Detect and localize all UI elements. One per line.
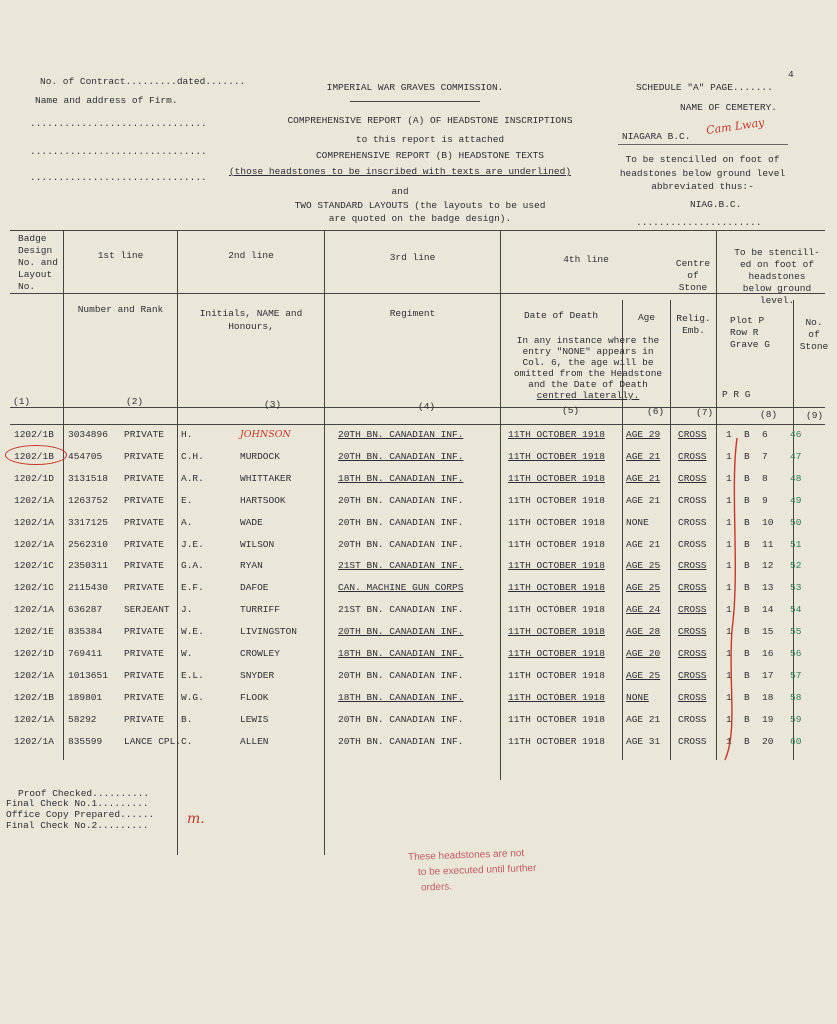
regiment-cell: 18TH BN. CANADIAN INF. — [338, 472, 464, 484]
regiment-cell: 18TH BN. CANADIAN INF. — [338, 691, 464, 703]
regiment-cell: 21ST BN. CANADIAN INF. — [338, 560, 464, 572]
plot-cell: 1 — [726, 691, 732, 703]
date-cell: 11TH OCTOBER 1918 — [508, 713, 605, 725]
rank-cell: SERJEANT — [124, 604, 170, 616]
plot-header: Plot P Row R Grave G — [730, 315, 770, 350]
name-cell: WHITTAKER — [240, 472, 292, 484]
stone-cell: 51 — [790, 538, 802, 550]
plot-cell: 1 — [726, 582, 732, 594]
and-text: and — [391, 186, 409, 197]
stamp-line-1: These headstones are not — [407, 847, 525, 864]
relig-cell: CROSS — [678, 560, 707, 572]
age-cell: AGE 31 — [626, 735, 661, 747]
title-rule — [350, 101, 480, 102]
relig-cell: CROSS — [678, 713, 707, 725]
stone-cell: 55 — [790, 626, 802, 638]
grave-cell: 18 — [762, 691, 774, 703]
row-cell: B — [744, 494, 750, 506]
initials-cell: A.R. — [181, 472, 204, 484]
rank-cell: PRIVATE — [124, 582, 164, 594]
commission-title: IMPERIAL WAR GRAVES COMMISSION. — [326, 82, 504, 93]
date-cell: 11TH OCTOBER 1918 — [508, 735, 605, 747]
badge-cell: 1202/1B — [14, 691, 54, 703]
badge-cell: 1202/1C — [14, 582, 54, 594]
number-cell: 58292 — [68, 713, 97, 725]
stone-header: No. of Stone — [799, 317, 829, 352]
schedule-label: SCHEDULE "A" PAGE....... — [636, 82, 773, 93]
proof-checked: Proof Checked.......... — [18, 788, 150, 799]
number-cell: 3317125 — [68, 516, 108, 528]
stone-cell: 50 — [790, 516, 802, 528]
relig-cell: CROSS — [678, 472, 707, 484]
badge-cell: 1202/1E — [14, 626, 54, 638]
cemetery-name: NIAGARA B.C. — [622, 131, 691, 142]
table-body-rule — [10, 424, 825, 425]
row-cell: B — [744, 582, 750, 594]
number-cell: 769411 — [68, 648, 103, 659]
stencil-note-2: headstones below ground level — [619, 168, 786, 179]
stone-cell: 54 — [790, 604, 802, 616]
badge-cell: 1202/1A — [14, 494, 54, 506]
badge-cell: 1202/1A — [14, 538, 54, 550]
initials-cell: A. — [181, 516, 193, 528]
grave-cell: 13 — [762, 582, 774, 594]
date-cell: 11TH OCTOBER 1918 — [508, 626, 605, 638]
initials-cell: B. — [181, 713, 193, 725]
plot-cell: 1 — [726, 669, 732, 681]
rank-cell: PRIVATE — [124, 516, 164, 528]
none-age-note: In any instance where the entry "NONE" appears in Col. 6, the age will be omitted from the Headstone and the Date of Death centred laterally. — [513, 335, 663, 401]
name-cell: JOHNSON — [240, 429, 291, 440]
name-cell: SNYDER — [240, 669, 275, 681]
age-cell: AGE 25 — [626, 669, 661, 681]
rank-cell: PRIVATE — [124, 626, 164, 638]
initials-cell: E.L. — [181, 669, 204, 681]
row-cell: B — [744, 713, 750, 725]
row-cell: B — [744, 669, 750, 681]
col-num-5: (5) — [562, 405, 580, 416]
regiment-cell: 20TH BN. CANADIAN INF. — [338, 516, 464, 528]
stone-cell: 60 — [790, 735, 802, 747]
col-num-8: (8) — [760, 409, 778, 420]
age-cell: AGE 24 — [626, 604, 661, 616]
age-header: Age — [637, 312, 656, 323]
regiment-cell: CAN. MACHINE GUN CORPS — [338, 582, 464, 594]
col-num-9: (9) — [806, 410, 824, 421]
abbreviation: NIAG.B.C. — [690, 199, 742, 210]
second-line-header: 2nd line — [228, 250, 274, 261]
rank-cell: PRIVATE — [124, 472, 164, 484]
name-cell: LEWIS — [240, 713, 269, 725]
rank-cell: LANCE CPL. — [124, 735, 182, 747]
relig-cell: CROSS — [678, 429, 707, 440]
contract-line: No. of Contract.........dated....... — [40, 76, 246, 87]
rank-cell: PRIVATE — [124, 713, 164, 725]
plot-cell: 1 — [726, 604, 732, 616]
handwritten-cemetery: Cam Lway — [705, 115, 766, 138]
third-line-header: 3rd line — [389, 252, 436, 263]
age-cell: AGE 21 — [626, 494, 661, 506]
age-cell: AGE 21 — [626, 450, 661, 462]
badge-cell: 1202/1A — [14, 669, 54, 681]
relig-cell: CROSS — [678, 516, 707, 528]
report-b: COMPREHENSIVE REPORT (B) HEADSTONE TEXTS — [315, 150, 545, 161]
col-num-2: (2) — [126, 396, 144, 407]
report-a: COMPREHENSIVE REPORT (A) OF HEADSTONE INSCRIPTIONS — [287, 115, 573, 126]
rank-cell: PRIVATE — [124, 669, 164, 681]
number-cell: 1263752 — [68, 494, 108, 506]
initials-cell: C.H. — [181, 450, 204, 462]
rank-cell: PRIVATE — [124, 450, 164, 462]
initials-cell: H. — [181, 429, 193, 440]
relig-cell: CROSS — [678, 735, 707, 747]
regiment-cell: 20TH BN. CANADIAN INF. — [338, 450, 464, 462]
stone-cell: 48 — [790, 472, 802, 484]
firm-label: Name and address of Firm. — [35, 95, 178, 106]
underlined-note: (those headstones to be inscribed with texts are underlined) — [228, 166, 572, 177]
badge-header: Badge Design No. and Layout No. — [18, 233, 58, 292]
firm-dots-3: ............................... — [30, 172, 207, 183]
office-copy: Office Copy Prepared...... — [6, 809, 155, 820]
name-cell: WILSON — [240, 538, 275, 550]
badge-circle-annotation — [5, 445, 67, 465]
stone-cell: 59 — [790, 713, 802, 725]
grave-cell: 15 — [762, 626, 774, 638]
initials-cell: W. — [181, 648, 193, 659]
age-cell: AGE 25 — [626, 582, 661, 594]
stone-cell: 49 — [790, 494, 802, 506]
firm-dots-2: ............................... — [30, 146, 207, 157]
grave-cell: 10 — [762, 516, 774, 528]
col-num-3: (3) — [264, 399, 282, 410]
report-attached: to this report is attached — [355, 134, 505, 145]
row-cell: B — [744, 429, 750, 440]
stencil-note-1: To be stencilled on foot of — [625, 154, 780, 165]
regiment-cell: 20TH BN. CANADIAN INF. — [338, 494, 464, 506]
initials-cell: C. — [181, 735, 193, 747]
initials-header: Initials, NAME and Honours, — [199, 308, 303, 332]
red-bracket-annotation — [710, 430, 770, 770]
plot-cell: 1 — [726, 626, 732, 638]
rank-cell: PRIVATE — [124, 560, 164, 572]
stone-cell: 46 — [790, 429, 802, 440]
relig-cell: CROSS — [678, 648, 707, 659]
final-check-1: Final Check No.1......... — [6, 798, 149, 809]
age-cell: NONE — [626, 691, 649, 703]
stone-cell: 47 — [790, 450, 802, 462]
date-cell: 11TH OCTOBER 1918 — [508, 669, 605, 681]
grave-cell: 19 — [762, 713, 774, 725]
cemetery-rule — [618, 144, 788, 145]
name-cell: LIVINGSTON — [240, 626, 298, 638]
badge-cell: 1202/1A — [14, 735, 54, 747]
layouts-line-2: are quoted on the badge design). — [328, 213, 512, 224]
name-cell: FLOOK — [240, 691, 269, 703]
row-cell: B — [744, 604, 750, 616]
age-cell: AGE 25 — [626, 560, 661, 572]
age-cell: AGE 20 — [626, 648, 661, 659]
name-cell: ALLEN — [240, 735, 269, 747]
badge-cell: 1202/1B — [14, 450, 54, 462]
number-cell: 636287 — [68, 604, 103, 616]
name-cell: TURRIFF — [240, 604, 280, 616]
regiment-cell: 20TH BN. CANADIAN INF. — [338, 429, 464, 440]
plot-cell: 1 — [726, 538, 732, 550]
plot-cell: 1 — [726, 450, 732, 462]
number-cell: 3034896 — [68, 429, 108, 440]
relig-cell: CROSS — [678, 494, 707, 506]
age-cell: AGE 21 — [626, 538, 661, 550]
regiment-cell: 20TH BN. CANADIAN INF. — [338, 538, 464, 550]
row-cell: B — [744, 560, 750, 572]
number-cell: 3131518 — [68, 472, 108, 484]
name-cell: CROWLEY — [240, 648, 280, 659]
row-cell: B — [744, 648, 750, 659]
age-cell: NONE — [626, 516, 649, 528]
prg-label: P R G — [722, 389, 751, 400]
date-cell: 11TH OCTOBER 1918 — [508, 538, 605, 550]
date-cell: 11TH OCTOBER 1918 — [508, 450, 605, 462]
badge-cell: 1202/1D — [14, 648, 54, 659]
plot-cell: 1 — [726, 494, 732, 506]
number-cell: 189801 — [68, 691, 103, 703]
stone-cell: 53 — [790, 582, 802, 594]
row-cell: B — [744, 691, 750, 703]
relig-header: Relig. Emb. — [676, 313, 711, 336]
initials-cell: E. — [181, 494, 193, 506]
rank-cell: PRIVATE — [124, 494, 164, 506]
row-cell: B — [744, 735, 750, 747]
row-cell: B — [744, 450, 750, 462]
badge-cell: 1202/1C — [14, 560, 54, 572]
col-num-1: (1) — [13, 396, 31, 407]
grave-cell: 17 — [762, 669, 774, 681]
plot-cell: 1 — [726, 735, 732, 747]
cemetery-label: NAME OF CEMETERY. — [680, 102, 777, 113]
stamp-line-2: to be executed until further — [417, 862, 537, 879]
initial-mark: m. — [187, 811, 205, 827]
grave-cell: 9 — [762, 494, 768, 506]
row-cell: B — [744, 538, 750, 550]
name-cell: HARTSOOK — [240, 494, 286, 506]
regiment-cell: 20TH BN. CANADIAN INF. — [338, 669, 464, 681]
date-cell: 11TH OCTOBER 1918 — [508, 582, 605, 594]
badge-cell: 1202/1A — [14, 604, 54, 616]
stencil-note-3: abbreviated thus:- — [651, 181, 754, 192]
stone-cell: 58 — [790, 691, 802, 703]
initials-cell: G.A. — [181, 560, 204, 572]
grave-cell: 12 — [762, 560, 774, 572]
centre-header: Centre of Stone — [675, 258, 711, 293]
row-cell: B — [744, 626, 750, 638]
plot-cell: 1 — [726, 429, 732, 440]
col-num-7: (7) — [696, 407, 714, 418]
grave-cell: 16 — [762, 648, 774, 659]
relig-cell: CROSS — [678, 604, 707, 616]
initials-cell: W.E. — [181, 626, 204, 638]
plot-cell: 1 — [726, 472, 732, 484]
grave-cell: 7 — [762, 450, 768, 462]
grave-cell: 14 — [762, 604, 774, 616]
abbreviation-dots: ...................... — [636, 217, 762, 228]
relig-cell: CROSS — [678, 582, 707, 594]
initials-cell: E.F. — [181, 582, 204, 594]
rank-cell: PRIVATE — [124, 691, 164, 703]
number-rank-header: Number and Rank — [77, 304, 164, 315]
age-cell: AGE 29 — [626, 429, 661, 440]
number-cell: 2350311 — [68, 560, 108, 572]
row-cell: B — [744, 516, 750, 528]
plot-cell: 1 — [726, 560, 732, 572]
plot-cell: 1 — [726, 648, 732, 659]
number-cell: 2562310 — [68, 538, 108, 550]
rank-cell: PRIVATE — [124, 648, 164, 659]
col-num-4: (4) — [418, 401, 436, 412]
grave-cell: 8 — [762, 472, 768, 484]
number-cell: 835599 — [68, 735, 103, 747]
regiment-cell: 20TH BN. CANADIAN INF. — [338, 735, 464, 747]
layouts-line-1: TWO STANDARD LAYOUTS (the layouts to be used — [294, 200, 546, 211]
plot-cell: 1 — [726, 516, 732, 528]
grave-cell: 20 — [762, 735, 774, 747]
page-number: 4 — [788, 69, 794, 80]
stone-cell: 52 — [790, 560, 802, 572]
number-cell: 835384 — [68, 626, 103, 638]
stamp-line-3: orders. — [420, 881, 453, 894]
grave-cell: 11 — [762, 538, 774, 550]
regiment-cell: 20TH BN. CANADIAN INF. — [338, 626, 464, 638]
plot-cell: 1 — [726, 713, 732, 725]
date-cell: 11TH OCTOBER 1918 — [508, 648, 605, 659]
initials-cell: J.E. — [181, 538, 204, 550]
date-cell: 11TH OCTOBER 1918 — [508, 691, 605, 703]
initials-cell: J. — [181, 604, 193, 616]
date-cell: 11TH OCTOBER 1918 — [508, 560, 605, 572]
regiment-cell: 21ST BN. CANADIAN INF. — [338, 604, 464, 616]
fourth-line-header: 4th line — [563, 254, 609, 265]
relig-cell: CROSS — [678, 538, 707, 550]
relig-cell: CROSS — [678, 691, 707, 703]
date-cell: 11TH OCTOBER 1918 — [508, 494, 605, 506]
date-of-death-header: Date of Death — [523, 310, 599, 321]
stone-cell: 57 — [790, 669, 802, 681]
badge-cell: 1202/1D — [14, 472, 54, 484]
name-cell: MURDOCK — [240, 450, 280, 462]
number-cell: 1013651 — [68, 669, 108, 681]
final-check-2: Final Check No.2......... — [6, 820, 149, 831]
regiment-header: Regiment — [389, 308, 436, 319]
relig-cell: CROSS — [678, 626, 707, 638]
name-cell: WADE — [240, 516, 263, 528]
rank-cell: PRIVATE — [124, 538, 164, 550]
relig-cell: CROSS — [678, 669, 707, 681]
name-cell: DAFOE — [240, 582, 269, 594]
row-cell: B — [744, 472, 750, 484]
firm-dots-1: ............................... — [30, 118, 207, 129]
initials-cell: W.G. — [181, 691, 204, 703]
col-num-6: (6) — [647, 406, 665, 417]
date-cell: 11TH OCTOBER 1918 — [508, 516, 605, 528]
stencil-header: To be stencill- ed on foot of headstones below ground level. — [734, 247, 820, 306]
stone-cell: 56 — [790, 648, 802, 659]
grave-cell: 6 — [762, 429, 768, 440]
age-cell: AGE 21 — [626, 713, 661, 725]
badge-cell: 1202/1A — [14, 516, 54, 528]
regiment-cell: 18TH BN. CANADIAN INF. — [338, 648, 464, 659]
number-cell: 454705 — [68, 450, 103, 462]
age-cell: AGE 21 — [626, 472, 661, 484]
table-top-rule — [10, 230, 825, 231]
age-cell: AGE 28 — [626, 626, 661, 638]
date-cell: 11TH OCTOBER 1918 — [508, 472, 605, 484]
badge-cell: 1202/1B — [14, 429, 54, 440]
relig-cell: CROSS — [678, 450, 707, 462]
date-cell: 11TH OCTOBER 1918 — [508, 604, 605, 616]
number-cell: 2115430 — [68, 582, 108, 594]
name-cell: RYAN — [240, 560, 263, 572]
rank-cell: PRIVATE — [124, 429, 164, 440]
regiment-cell: 20TH BN. CANADIAN INF. — [338, 713, 464, 725]
first-line-header: 1st line — [97, 250, 144, 261]
badge-cell: 1202/1A — [14, 713, 54, 725]
date-cell: 11TH OCTOBER 1918 — [508, 429, 605, 440]
